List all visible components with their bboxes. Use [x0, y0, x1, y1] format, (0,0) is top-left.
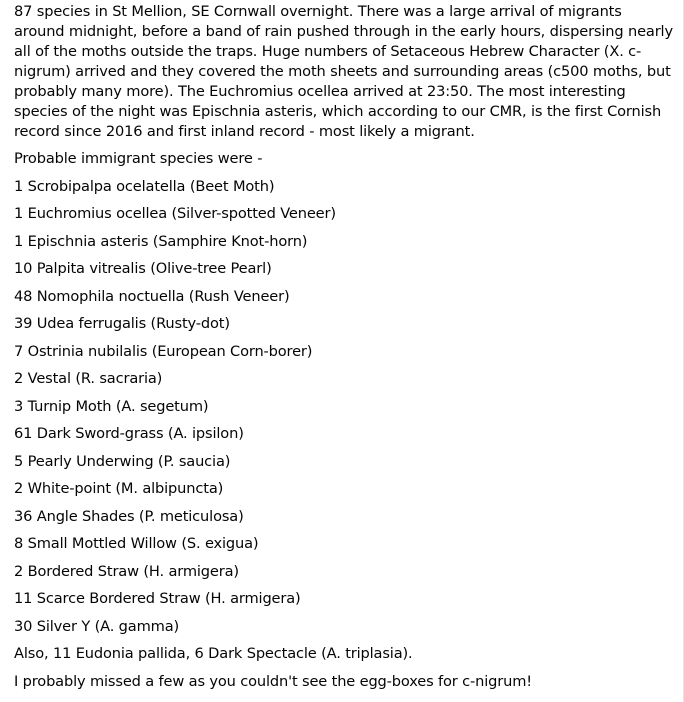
list-item: 8 Small Mottled Willow (S. exigua): [14, 535, 259, 552]
list-item: 11 Scarce Bordered Straw (H. armigera): [14, 590, 301, 607]
also-note: Also, 11 Eudonia pallida, 6 Dark Spectacle (A. triplasia).: [14, 645, 413, 662]
list-item: 10 Palpita vitrealis (Olive-tree Pearl): [14, 260, 272, 277]
species-list: [14, 169, 673, 637]
list-item: 1 Scrobipalpa ocelatella (Beet Moth): [14, 177, 275, 195]
post-intro-text: 87 species in St Mellion, SE Cornwall overnight. There was a large arrival of migrants around midnight, before a band of rain pushed through in the early hours, dispersing nearly all of the moths outside the traps. Huge numbers of Setaceous Hebrew Character (X. c-nigrum) arrived and they covered the moth sheets and surrounding areas (c500 moths, but probably many more). The Euchromius ocellea arrived at 23:50. The most interesting species of the night was Epischnia asteris, which according to our CMR, is the first Cornish record since 2016 and first inland record - most likely a migrant.: [14, 3, 673, 140]
list-item: 5 Pearly Underwing (P. saucia): [14, 452, 231, 470]
list-item: 7 Ostrinia nubilalis (European Corn-borer): [14, 342, 313, 360]
list-item: 3 Turnip Moth (A. segetum): [14, 397, 209, 415]
closing-note: I probably missed a few as you couldn't see the egg-boxes for c-nigrum!: [14, 672, 532, 690]
list-item: 2 Vestal (R. sacraria): [14, 370, 163, 387]
list-item: 39 Udea ferrugalis (Rusty-dot): [14, 315, 230, 332]
list-item: 36 Angle Shades (P. meticulosa): [14, 507, 244, 525]
list-item: 61 Dark Sword-grass (A. ipsilon): [14, 425, 244, 442]
list-item: 30 Silver Y (A. gamma): [14, 617, 180, 635]
list-item: 2 Bordered Straw (H. armigera): [14, 562, 239, 580]
list-item: 1 Epischnia asteris (Samphire Knot-horn): [14, 232, 308, 250]
list-heading: Probable immigrant species were -: [14, 150, 263, 167]
list-item: 2 White-point (M. albipuncta): [14, 480, 224, 497]
list-item: 48 Nomophila noctuella (Rush Veneer): [14, 287, 290, 305]
list-item: 1 Euchromius ocellea (Silver-spotted Veneer): [14, 205, 336, 222]
